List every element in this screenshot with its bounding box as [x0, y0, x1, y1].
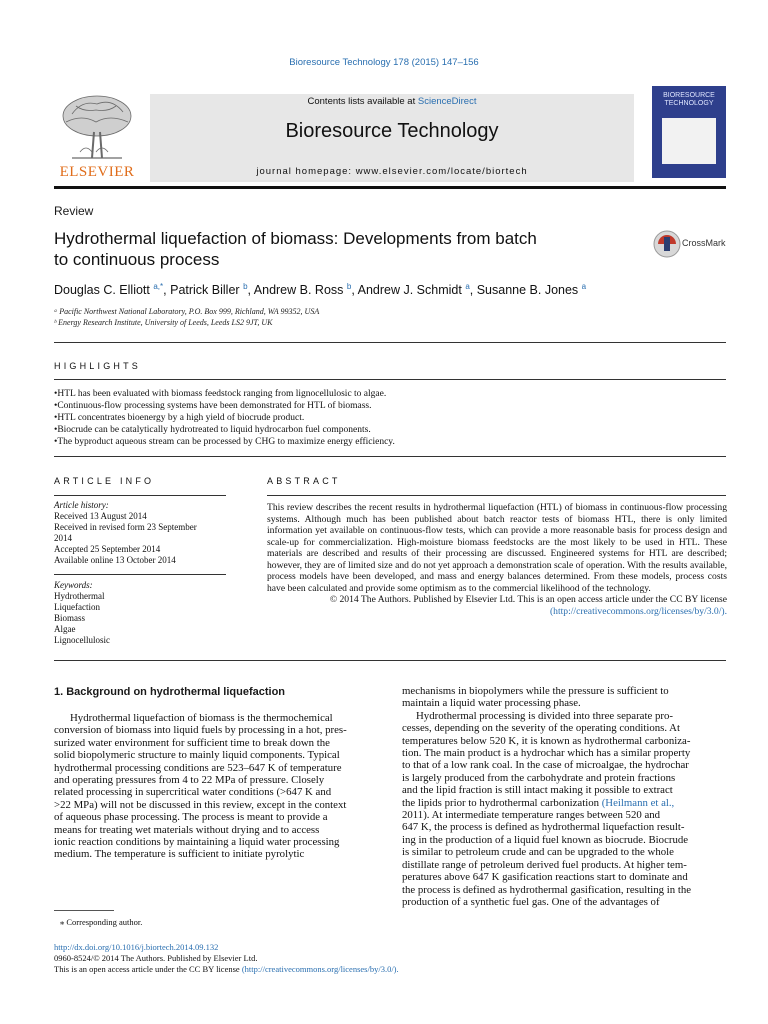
body-line: 2011). At intermediate temperature ranges between 520 and — [402, 809, 661, 822]
journal-cover-icon — [652, 86, 726, 178]
body-line: 647 K, the process is defined as hydrothermal liquefaction result- — [402, 821, 685, 834]
contents-line — [150, 96, 634, 107]
body-line: is similar to petroleum crude and can be upgraded to the whole — [402, 846, 674, 859]
history-label: Article history: — [54, 500, 109, 510]
article-info-heading: ARTICLE INFO — [54, 476, 155, 486]
divider — [267, 495, 726, 496]
highlights-list — [54, 388, 734, 448]
body-line: medium. The temperature is sufficient to initiate pyrolytic — [54, 848, 305, 861]
body-line: of aqueous phase processing. The process is meant to provide a — [54, 811, 328, 824]
body-line: Hydrothermal processing is divided into three separate pro- — [416, 709, 673, 722]
body-line: surized water environment for sufficient time to break down the — [54, 736, 330, 749]
body-line: and operating pressures from 4 to 22 MPa of pressure. Closely — [54, 774, 325, 787]
body-line: Hydrothermal liquefaction of biomass is the thermochemical — [70, 712, 333, 724]
body-line: mechanisms in biopolymers while the pressure is sufficient to — [402, 685, 669, 697]
title-line-1: Hydrothermal liquefaction of biomass: Developments from batch — [54, 229, 537, 248]
affiliation-b: ᵇ Energy Research Institute, University of Leeds, Leeds LS2 9JT, UK — [54, 318, 273, 327]
divider — [54, 456, 726, 457]
cover-title: BIORESOURCE TECHNOLOGY — [663, 92, 715, 107]
body-line: hydrothermal processing conditions are 523–647 K of temperature — [54, 761, 342, 774]
author-name[interactable]: Andrew J. Schmidt — [357, 283, 462, 298]
body-line: solid biopolymeric structure to mainly liquid components. Typical — [54, 749, 340, 762]
highlight-item: • The byproduct aqueous stream can be processed by CHG to maximize energy efficiency. — [54, 436, 734, 448]
license-link[interactable]: (http://creativecommons.org/licenses/by/3.0/). — [549, 605, 727, 617]
journal-title: Bioresource Technology — [285, 120, 499, 142]
highlights-heading: HIGHLIGHTS — [54, 361, 142, 371]
author-affil-mark[interactable]: a — [581, 282, 587, 291]
body-line: means for treating wet materials without drying and to access — [54, 823, 320, 836]
abstract-license-link[interactable] — [267, 606, 727, 618]
body-line: ing in the production of a liquid fuel known as biocrude. Biocrude — [402, 833, 689, 846]
body-line: distillate range of petroleum derived fuel products. At higher tem- — [402, 858, 687, 871]
keyword: Hydrothermal — [54, 591, 105, 601]
divider — [54, 379, 726, 380]
open-access-license-link[interactable]: (http://creativecommons.org/licenses/by/3.0/). — [241, 964, 399, 974]
sciencedirect-link[interactable]: ScienceDirect — [417, 96, 477, 107]
title-line-2: to continuous process — [54, 250, 220, 269]
open-access-line — [54, 964, 399, 974]
issn-line: 0960-8524/© 2014 The Authors. Published by Elsevier Ltd. — [54, 953, 258, 963]
highlight-item: • Continuous-flow processing systems have been demonstrated for HTL of biomass. — [54, 400, 734, 412]
keyword: Liquefaction — [54, 602, 100, 612]
cover-figure — [662, 118, 716, 164]
keywords — [54, 580, 234, 646]
section-heading: 1. Background on hydrothermal liquefaction — [54, 686, 286, 698]
author-affil-mark[interactable]: b — [243, 282, 248, 291]
crossmark-badge[interactable] — [652, 229, 742, 261]
author-name[interactable]: Douglas C. Elliott — [54, 283, 150, 298]
author-affil-mark[interactable]: b — [346, 282, 352, 291]
journal-reference[interactable]: Bioresource Technology 178 (2015) 147–156 — [289, 57, 479, 68]
abstract-text — [267, 502, 727, 617]
body-line-with-citation — [402, 797, 726, 809]
body-line: peratures above 647 K gasification reactions start to dominate and — [402, 871, 688, 884]
body-line: is largely produced from the carbohydrate and protein fractions — [402, 771, 676, 784]
highlight-item: • Biocrude can be catalytically hydrotreated to liquid hydrocarbon fuel components. — [54, 424, 734, 436]
divider — [54, 495, 226, 496]
open-access-text: This is an open access article under the CC BY license — [54, 964, 240, 974]
body-left-column — [54, 712, 380, 861]
abstract-copyright: © 2014 The Authors. Published by Elsevier Ltd. This is an open access article under the CC BY license — [329, 594, 727, 605]
author-name[interactable]: Patrick Biller — [170, 283, 240, 298]
keyword: Algae — [54, 624, 76, 634]
body-line: >22 MPa) will not be discussed in this review, except in the context — [54, 798, 347, 811]
citation-link[interactable]: (Heilmann et al., — [601, 796, 675, 809]
body-line: the process is defined as hydrothermal gasification, resulting in the — [402, 883, 692, 896]
body-line: production of a synthetic fuel gas. One of the advantages of — [402, 895, 660, 908]
doi-text[interactable]: http://dx.doi.org/10.1016/j.biortech.2014.09.132 — [54, 942, 219, 952]
divider — [54, 342, 726, 343]
history-item: 2014 — [54, 533, 72, 543]
author-name[interactable]: Susanne B. Jones — [476, 283, 579, 298]
body-line: ionic reaction conditions by maintaining a liquid water processing — [54, 836, 340, 849]
author-affil-mark[interactable]: a,* — [153, 282, 164, 291]
author-name[interactable]: Andrew B. Ross — [253, 283, 344, 298]
author-affil-mark[interactable]: a — [465, 282, 470, 291]
article-type: Review — [54, 204, 94, 218]
header-rule — [54, 186, 726, 189]
crossmark-icon — [652, 229, 682, 259]
crossmark-label: CrossMark — [682, 238, 726, 248]
paper-title — [54, 228, 614, 270]
body-line: cesses, depending on the severity of the operating conditions. At — [402, 722, 680, 735]
journal-homepage[interactable]: journal homepage: www.elsevier.com/locate/biortech — [256, 166, 528, 177]
article-history — [54, 500, 234, 566]
body-line-text: the lipids prior to hydrothermal carbonization — [402, 796, 599, 809]
corresponding-author-note: ⁎ Corresponding author. — [60, 917, 143, 927]
body-line: maintain a liquid water processing phase. — [402, 697, 581, 710]
highlight-item: • HTL has been evaluated with biomass feedstock ranging from lignocellulosic to algae. — [54, 388, 734, 400]
keyword: Biomass — [54, 613, 86, 623]
doi-link[interactable] — [54, 942, 218, 952]
keyword: Lignocellulosic — [54, 635, 110, 645]
history-item: Available online 13 October 2014 — [54, 555, 176, 565]
abstract-body: This review describes the recent results in hydrothermal liquefaction (HTL) of biomass in continuous-flow processing systems. Although much has been published about batch reactor tests of biomass HTL, there is only limited information yet available on continuous-flow tests, which can provide a more reasonable basis for process design and scale-up for commercialization. High-moisture biomass feedstocks are the most likely to be used in HTL. These materials are described and results of their processing are discussed. Engineered systems for HTL are described; however, they are of limited size and do not yet approach a demonstration scale of operation. With the results available, process models have been developed, and mass and energy balances determined. From these models, process costs have been calculated and provide some optimism as to the commercial likelihood of the technology. — [267, 502, 727, 594]
author-list: Douglas C. Elliott $^{a,*}$, Patrick Biller $^b$, Andrew B. Ross $^b$, Andrew J. Schmidt $^a$, Susanne B. Jones $^a$ — [54, 282, 587, 298]
body-line: related processing in supercritical water conditions (>647 K and — [54, 786, 332, 799]
body-line: tion. The main product is a hydrochar which has a similar property — [402, 747, 691, 760]
publisher-logo-text: ELSEVIER — [59, 164, 135, 180]
body-right-column — [402, 685, 726, 908]
keywords-label: Keywords: — [54, 580, 93, 590]
divider — [54, 574, 226, 575]
body-line: temperatures below 520 K, it is known as hydrothermal carboniza- — [402, 734, 691, 747]
affiliation-a: ᵃ Pacific Northwest National Laboratory, P.O. Box 999, Richland, WA 99352, USA — [54, 307, 320, 316]
history-item: Received in revised form 23 September — [54, 522, 197, 532]
body-line: conversion of biomass into liquid fuels by processing in a hot, pres- — [54, 724, 347, 737]
divider — [54, 660, 726, 661]
elsevier-tree-icon — [52, 92, 142, 162]
contents-prefix: Contents lists available at — [307, 96, 418, 107]
abstract-heading: ABSTRACT — [267, 476, 341, 486]
history-item: Accepted 25 September 2014 — [54, 544, 161, 554]
footnote-rule — [54, 910, 114, 911]
body-line: to that of a low rank coal. In the case of microalgae, the hydrochar — [402, 759, 689, 772]
history-item: Received 13 August 2014 — [54, 511, 147, 521]
body-line: and the lipid fraction is still intact making it possible to extract — [402, 784, 673, 797]
highlight-item: • HTL concentrates bioenergy by a high yield of biocrude product. — [54, 412, 734, 424]
